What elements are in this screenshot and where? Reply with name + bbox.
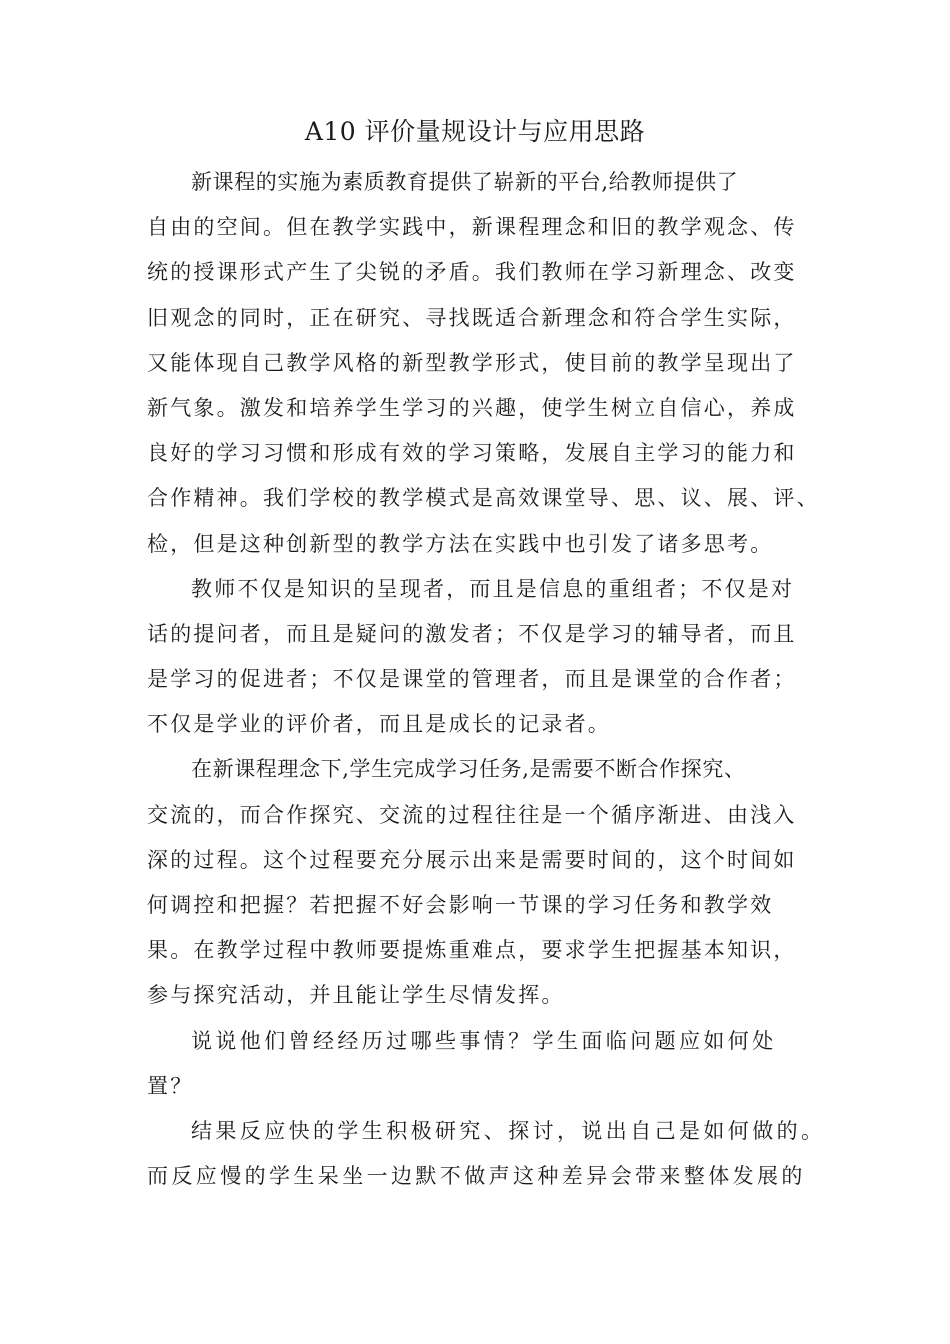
text-line: 自由的空间。但在教学实践中，新课程理念和旧的教学观念、传 — [147, 215, 797, 240]
text-line: 而反应慢的学生呆坐一边默不做声这种差异会带来整体发展的 — [147, 1164, 806, 1189]
text-line: 良好的学习习惯和形成有效的学习策略，发展自主学习的能力和 — [147, 441, 797, 466]
text-line: 新气象。激发和培养学生学习的兴趣，使学生树立自信心，养成 — [147, 395, 797, 420]
document-body — [147, 160, 847, 1199]
text-line: 在新课程理念下,学生完成学习任务,是需要不断合作探究、 — [191, 757, 746, 782]
text-line: 果。在教学过程中教师要提炼重难点，要求学生把握基本知识， — [147, 938, 797, 963]
text-line: 置？ — [147, 1073, 194, 1098]
text-line: 教师不仅是知识的呈现者，而且是信息的重组者；不仅是对 — [191, 576, 795, 601]
text-line: 检，但是这种创新型的教学方法在实践中也引发了诸多思考。 — [147, 531, 774, 556]
text-line: 不仅是学业的评价者，而且是成长的记录者。 — [147, 712, 611, 737]
text-line: 统的授课形式产生了尖锐的矛盾。我们教师在学习新理念、改变 — [147, 260, 797, 285]
text-line: 又能体现自己教学风格的新型教学形式，使目前的教学呈现出了 — [147, 350, 797, 375]
document-title: A10 评价量规设计与应用思路 — [304, 117, 646, 146]
text-line: 深的过程。这个过程要充分展示出来是需要时间的，这个时间如 — [147, 847, 797, 872]
text-line: 新课程的实施为素质教育提供了崭新的平台,给教师提供了 — [191, 170, 739, 194]
text-line: 说说他们曾经经历过哪些事情？学生面临问题应如何处 — [191, 1028, 777, 1053]
text-line: 参与探究活动，并且能让学生尽情发挥。 — [147, 983, 565, 1008]
text-line: 何调控和把握？若把握不好会影响一节课的学习任务和教学效 — [147, 893, 774, 917]
text-line: 是学习的促进者；不仅是课堂的管理者，而且是课堂的合作者； — [147, 667, 797, 692]
text-line: 话的提问者，而且是疑问的激发者；不仅是学习的辅导者，而且 — [147, 621, 797, 646]
text-line: 合作精神。我们学校的教学模式是高效课堂导、思、议、展、评、 — [147, 486, 820, 511]
text-line: 旧观念的同时，正在研究、寻找既适合新理念和符合学生实际， — [147, 305, 797, 330]
text-line: 结果反应快的学生积极研究、探讨，说出自己是如何做的。 — [191, 1118, 826, 1143]
text-line: 交流的，而合作探究、交流的过程往往是一个循序渐进、由浅入 — [147, 802, 797, 827]
